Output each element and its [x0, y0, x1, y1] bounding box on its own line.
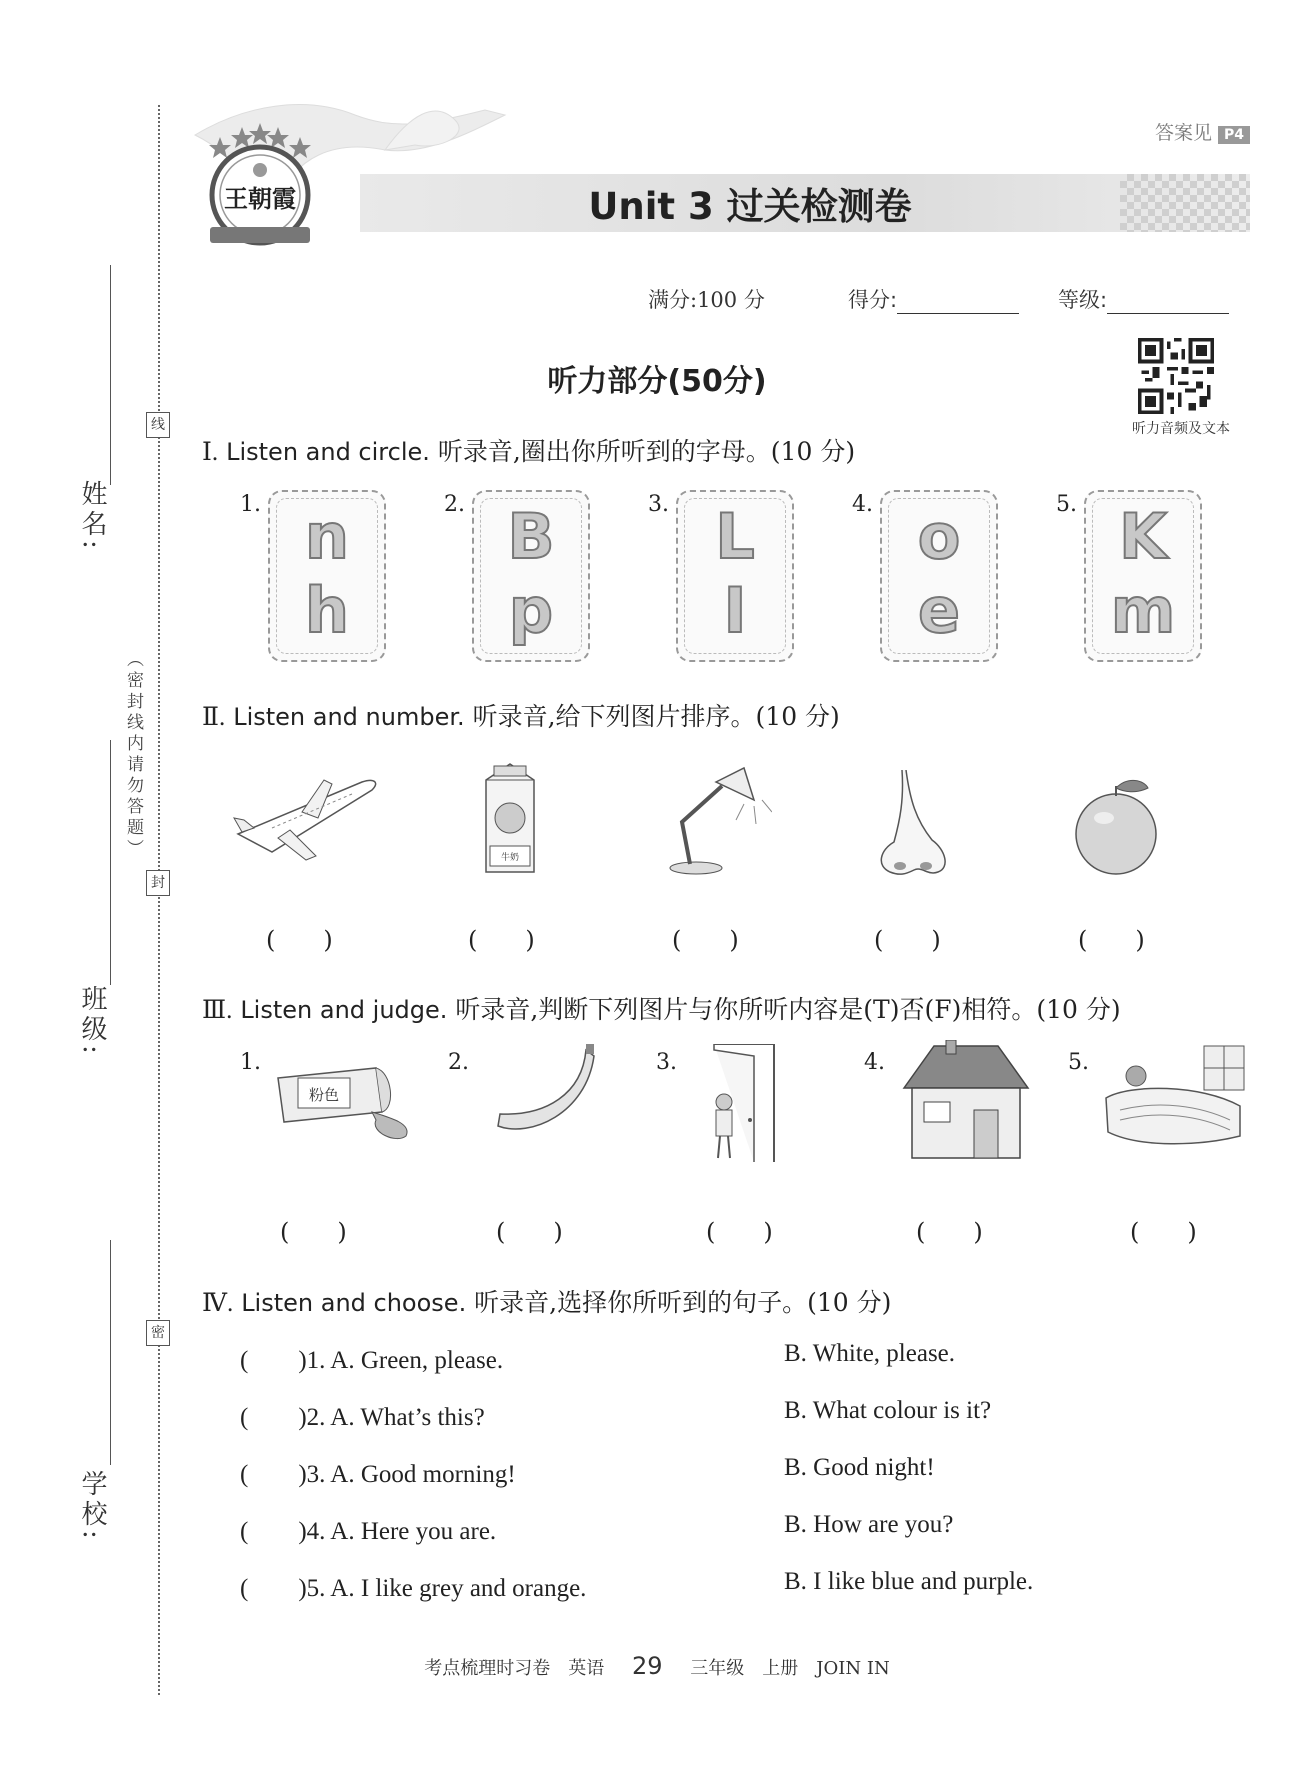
q3-item-number: 4. [864, 1050, 885, 1075]
page-title: Unit 3 过关检测卷 [588, 185, 912, 228]
score-blank[interactable] [897, 291, 1019, 314]
choice-row [240, 1397, 485, 1433]
letter-option-bottom[interactable]: I [723, 574, 747, 647]
choice-number: )2. [298, 1404, 326, 1431]
seal-notice: （密封线内请勿答题） [123, 650, 143, 860]
q2-roman: Ⅱ. [202, 704, 226, 731]
answer-parens[interactable]: ( ) [280, 1218, 347, 1246]
option-a[interactable]: A. Good morning! [330, 1461, 516, 1488]
answer-parens[interactable]: ( ) [1078, 926, 1145, 954]
house-image [894, 1040, 1034, 1160]
q3-item-number: 2. [448, 1050, 469, 1075]
q1-item-number: 1. [240, 492, 261, 517]
answer-page-badge: P4 [1218, 126, 1250, 144]
class-write-line[interactable] [110, 740, 111, 985]
class-label: 班级: [77, 985, 107, 1058]
school-label: 学校: [77, 1470, 107, 1543]
q2-chinese: 听录音,给下列图片排序。(10 分) [472, 702, 840, 731]
answer-parens-open[interactable]: ( [240, 1404, 299, 1431]
answer-parens-open[interactable]: ( [240, 1518, 299, 1545]
footer-book-title: 考点梳理时习卷 英语 [424, 1658, 605, 1679]
q1-roman: Ⅰ. [202, 439, 219, 466]
q2-heading [202, 697, 840, 733]
q3-item-number: 3. [656, 1050, 677, 1075]
q3-item-number: 1. [240, 1050, 261, 1075]
q1-heading [202, 432, 855, 468]
q1-item-number: 3. [648, 492, 669, 517]
choice-row [240, 1568, 586, 1604]
desk-lamp-image [660, 760, 772, 876]
q1-item-number: 4. [852, 492, 873, 517]
letter-option-top[interactable]: B [507, 500, 555, 573]
binding-dotted-line [158, 105, 160, 1695]
choice-number: )3. [298, 1461, 326, 1488]
q1-item-number: 5. [1056, 492, 1077, 517]
answer-parens[interactable]: ( ) [496, 1218, 563, 1246]
option-a[interactable]: A. Green, please. [330, 1347, 504, 1374]
q4-heading [202, 1283, 891, 1319]
seal-mark: 封 [146, 870, 170, 896]
answer-parens[interactable]: ( ) [266, 926, 333, 954]
score-field[interactable] [848, 284, 1019, 314]
letter-card-5[interactable] [1084, 490, 1202, 662]
door-boy-image [694, 1044, 814, 1162]
q4-english: Listen and choose. [241, 1289, 467, 1317]
choice-row [240, 1454, 516, 1490]
option-a[interactable]: A. I like grey and orange. [330, 1575, 587, 1602]
answer-parens-open[interactable]: ( [240, 1347, 299, 1374]
paint-label: 粉色 [308, 1086, 340, 1104]
option-b[interactable]: B. White, please. [784, 1340, 956, 1367]
orange-image [1070, 774, 1162, 878]
name-label: 姓名: [77, 480, 107, 553]
page-footer [0, 1652, 1314, 1680]
q1-item-number: 2. [444, 492, 465, 517]
airplane-image [232, 772, 382, 864]
option-b[interactable]: B. Good night! [784, 1454, 935, 1481]
school-write-line[interactable] [110, 1240, 111, 1465]
milk-carton-image [480, 760, 540, 876]
answer-parens[interactable]: ( ) [672, 926, 739, 954]
answer-parens[interactable]: ( ) [874, 926, 941, 954]
seal2-mark: 密 [146, 1320, 170, 1346]
letter-option-bottom[interactable]: e [917, 574, 961, 647]
answer-parens[interactable]: ( ) [706, 1218, 773, 1246]
q3-roman: Ⅲ. [202, 997, 233, 1024]
title-checker-pattern [1120, 174, 1250, 232]
letter-card-1[interactable] [268, 490, 386, 662]
pink-paint-image [272, 1062, 422, 1144]
footer-grade: 三年级 上册 JOIN IN [690, 1658, 890, 1679]
banana-image [490, 1044, 602, 1140]
milk-label: 牛奶 [500, 853, 520, 863]
letter-option-bottom[interactable]: m [1110, 574, 1176, 647]
answer-parens[interactable]: ( ) [468, 926, 535, 954]
option-a[interactable]: A. Here you are. [330, 1518, 497, 1545]
logo-text: 王朝霞 [224, 184, 296, 213]
q4-roman: Ⅳ. [202, 1290, 234, 1317]
line-mark: 线 [146, 412, 170, 438]
answer-ref-label: 答案见 [1154, 122, 1212, 144]
letter-option-top[interactable]: o [917, 500, 961, 573]
choice-number: )1. [298, 1347, 326, 1374]
letter-card-4[interactable] [880, 490, 998, 662]
option-b[interactable]: B. I like blue and purple. [784, 1568, 1034, 1595]
choice-number: )5. [298, 1575, 326, 1602]
q3-chinese: 听录音,判断下列图片与你所听内容是(T)否(F)相符。(10 分) [455, 995, 1121, 1024]
letter-option-top[interactable]: L [715, 500, 755, 573]
q1-english: Listen and circle. [226, 438, 430, 466]
choice-number: )4. [298, 1518, 326, 1545]
bedroom-image [1100, 1040, 1250, 1150]
option-b[interactable]: B. What colour is it? [784, 1397, 992, 1424]
option-b[interactable]: B. How are you? [784, 1511, 954, 1538]
page-number: 29 [632, 1652, 663, 1680]
letter-option-top[interactable]: K [1118, 500, 1168, 573]
q3-heading [202, 990, 1121, 1026]
nose-image [866, 770, 962, 876]
letter-option-bottom[interactable]: p [508, 574, 554, 647]
choice-row [240, 1340, 503, 1376]
grade-field[interactable] [1058, 284, 1229, 314]
listening-section-title: 听力部分(50分) [547, 364, 767, 399]
qr-code-icon[interactable] [1138, 338, 1214, 414]
answer-reference [1155, 118, 1250, 145]
letter-card-3[interactable] [676, 490, 794, 662]
letter-option-bottom[interactable]: h [304, 574, 350, 647]
q4-chinese: 听录音,选择你所听到的句子。(10 分) [474, 1288, 892, 1317]
q1-chinese: 听录音,圈出你所听到的字母。(10 分) [437, 437, 856, 466]
answer-parens-open[interactable]: ( [240, 1575, 299, 1602]
score-label: 得分: [848, 288, 898, 312]
full-score: 满分:100 分 [648, 288, 765, 312]
q2-english: Listen and number. [233, 703, 465, 731]
answer-parens[interactable]: ( ) [916, 1218, 983, 1246]
publisher-logo [195, 115, 325, 250]
q3-english: Listen and judge. [240, 996, 448, 1024]
option-a[interactable]: A. What’s this? [330, 1404, 485, 1431]
choice-row [240, 1511, 496, 1547]
answer-parens[interactable]: ( ) [1130, 1218, 1197, 1246]
qr-caption: 听力音频及文本 [1132, 421, 1230, 437]
answer-parens-open[interactable]: ( [240, 1461, 299, 1488]
grade-blank[interactable] [1107, 291, 1229, 314]
letter-card-2[interactable] [472, 490, 590, 662]
q3-item-number: 5. [1068, 1050, 1089, 1075]
letter-option-top[interactable]: n [304, 500, 350, 573]
grade-label: 等级: [1058, 288, 1108, 312]
